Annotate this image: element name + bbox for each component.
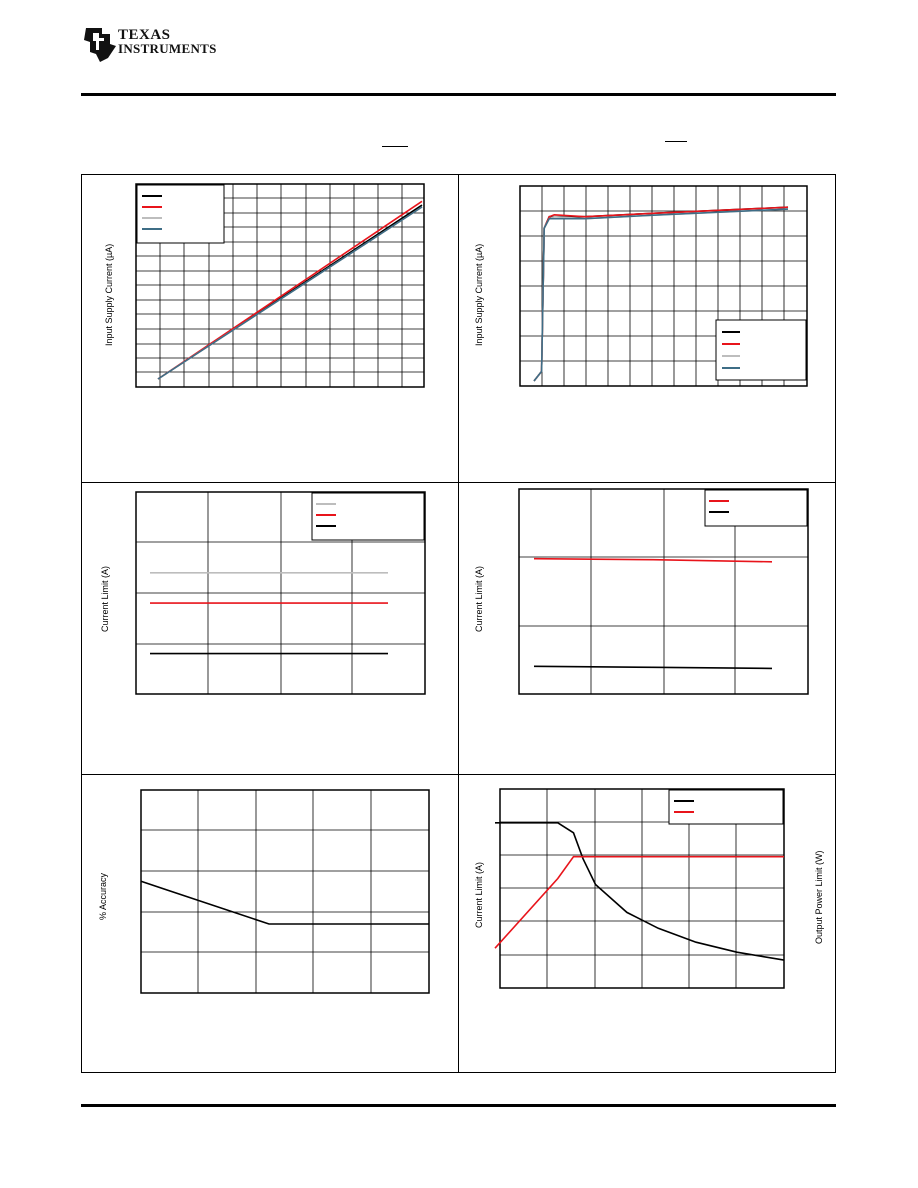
ti-logo-text bbox=[118, 28, 217, 56]
chart-2-legend-box bbox=[716, 320, 806, 380]
logo-line1: TEXAS bbox=[118, 27, 171, 43]
chart-4-series-0 bbox=[534, 559, 772, 562]
header-rule bbox=[81, 93, 836, 96]
p2-ylabel: Input Supply Current (µA) bbox=[474, 243, 484, 346]
p6-ylabel: Current Limit (A) bbox=[474, 861, 484, 928]
chart-2-legend bbox=[716, 320, 806, 380]
p5-ylabel: % Accuracy bbox=[98, 872, 108, 920]
p3-ylabel: Current Limit (A) bbox=[100, 565, 110, 632]
chart-4-legend bbox=[705, 490, 807, 526]
chart-4-series-1 bbox=[534, 666, 772, 668]
p6-y2label: Output Power Limit (W) bbox=[814, 850, 824, 944]
chart-5 bbox=[141, 790, 429, 993]
chart-6-series-1 bbox=[495, 857, 784, 949]
chart-6 bbox=[500, 789, 784, 988]
chart-3-legend bbox=[312, 493, 424, 540]
p4-ylabel: Current Limit (A) bbox=[474, 565, 484, 632]
chart-6-series-0 bbox=[495, 823, 784, 960]
ti-logo-icon bbox=[80, 24, 120, 64]
figure-divider-row1 bbox=[81, 482, 836, 483]
chart-1 bbox=[136, 184, 424, 387]
chart-5-frame bbox=[141, 790, 429, 993]
chart-5-lines bbox=[141, 881, 429, 924]
chart-1-legend-box bbox=[137, 185, 224, 243]
figure-divider-vertical bbox=[458, 174, 459, 1073]
chart-4 bbox=[519, 489, 808, 694]
logo-line2: INSTRUMENTS bbox=[118, 41, 217, 56]
overbar-right bbox=[665, 141, 687, 142]
chart-4-lines bbox=[534, 559, 772, 669]
chart-1-legend bbox=[137, 185, 224, 243]
chart-5-series-0 bbox=[141, 881, 429, 924]
footer-rule bbox=[81, 1104, 836, 1107]
chart-6-legend-box bbox=[669, 790, 783, 824]
chart-2 bbox=[520, 186, 807, 386]
chart-6-legend bbox=[669, 790, 783, 824]
p1-ylabel: Input Supply Current (µA) bbox=[104, 243, 114, 346]
figure-divider-row2 bbox=[81, 774, 836, 775]
overbar-left bbox=[382, 146, 408, 147]
chart-5-grid bbox=[141, 790, 429, 993]
chart-3 bbox=[136, 492, 425, 694]
chart-3-legend-box bbox=[312, 493, 424, 540]
chart-6-lines bbox=[495, 823, 784, 960]
chart-4-legend-box bbox=[705, 490, 807, 526]
